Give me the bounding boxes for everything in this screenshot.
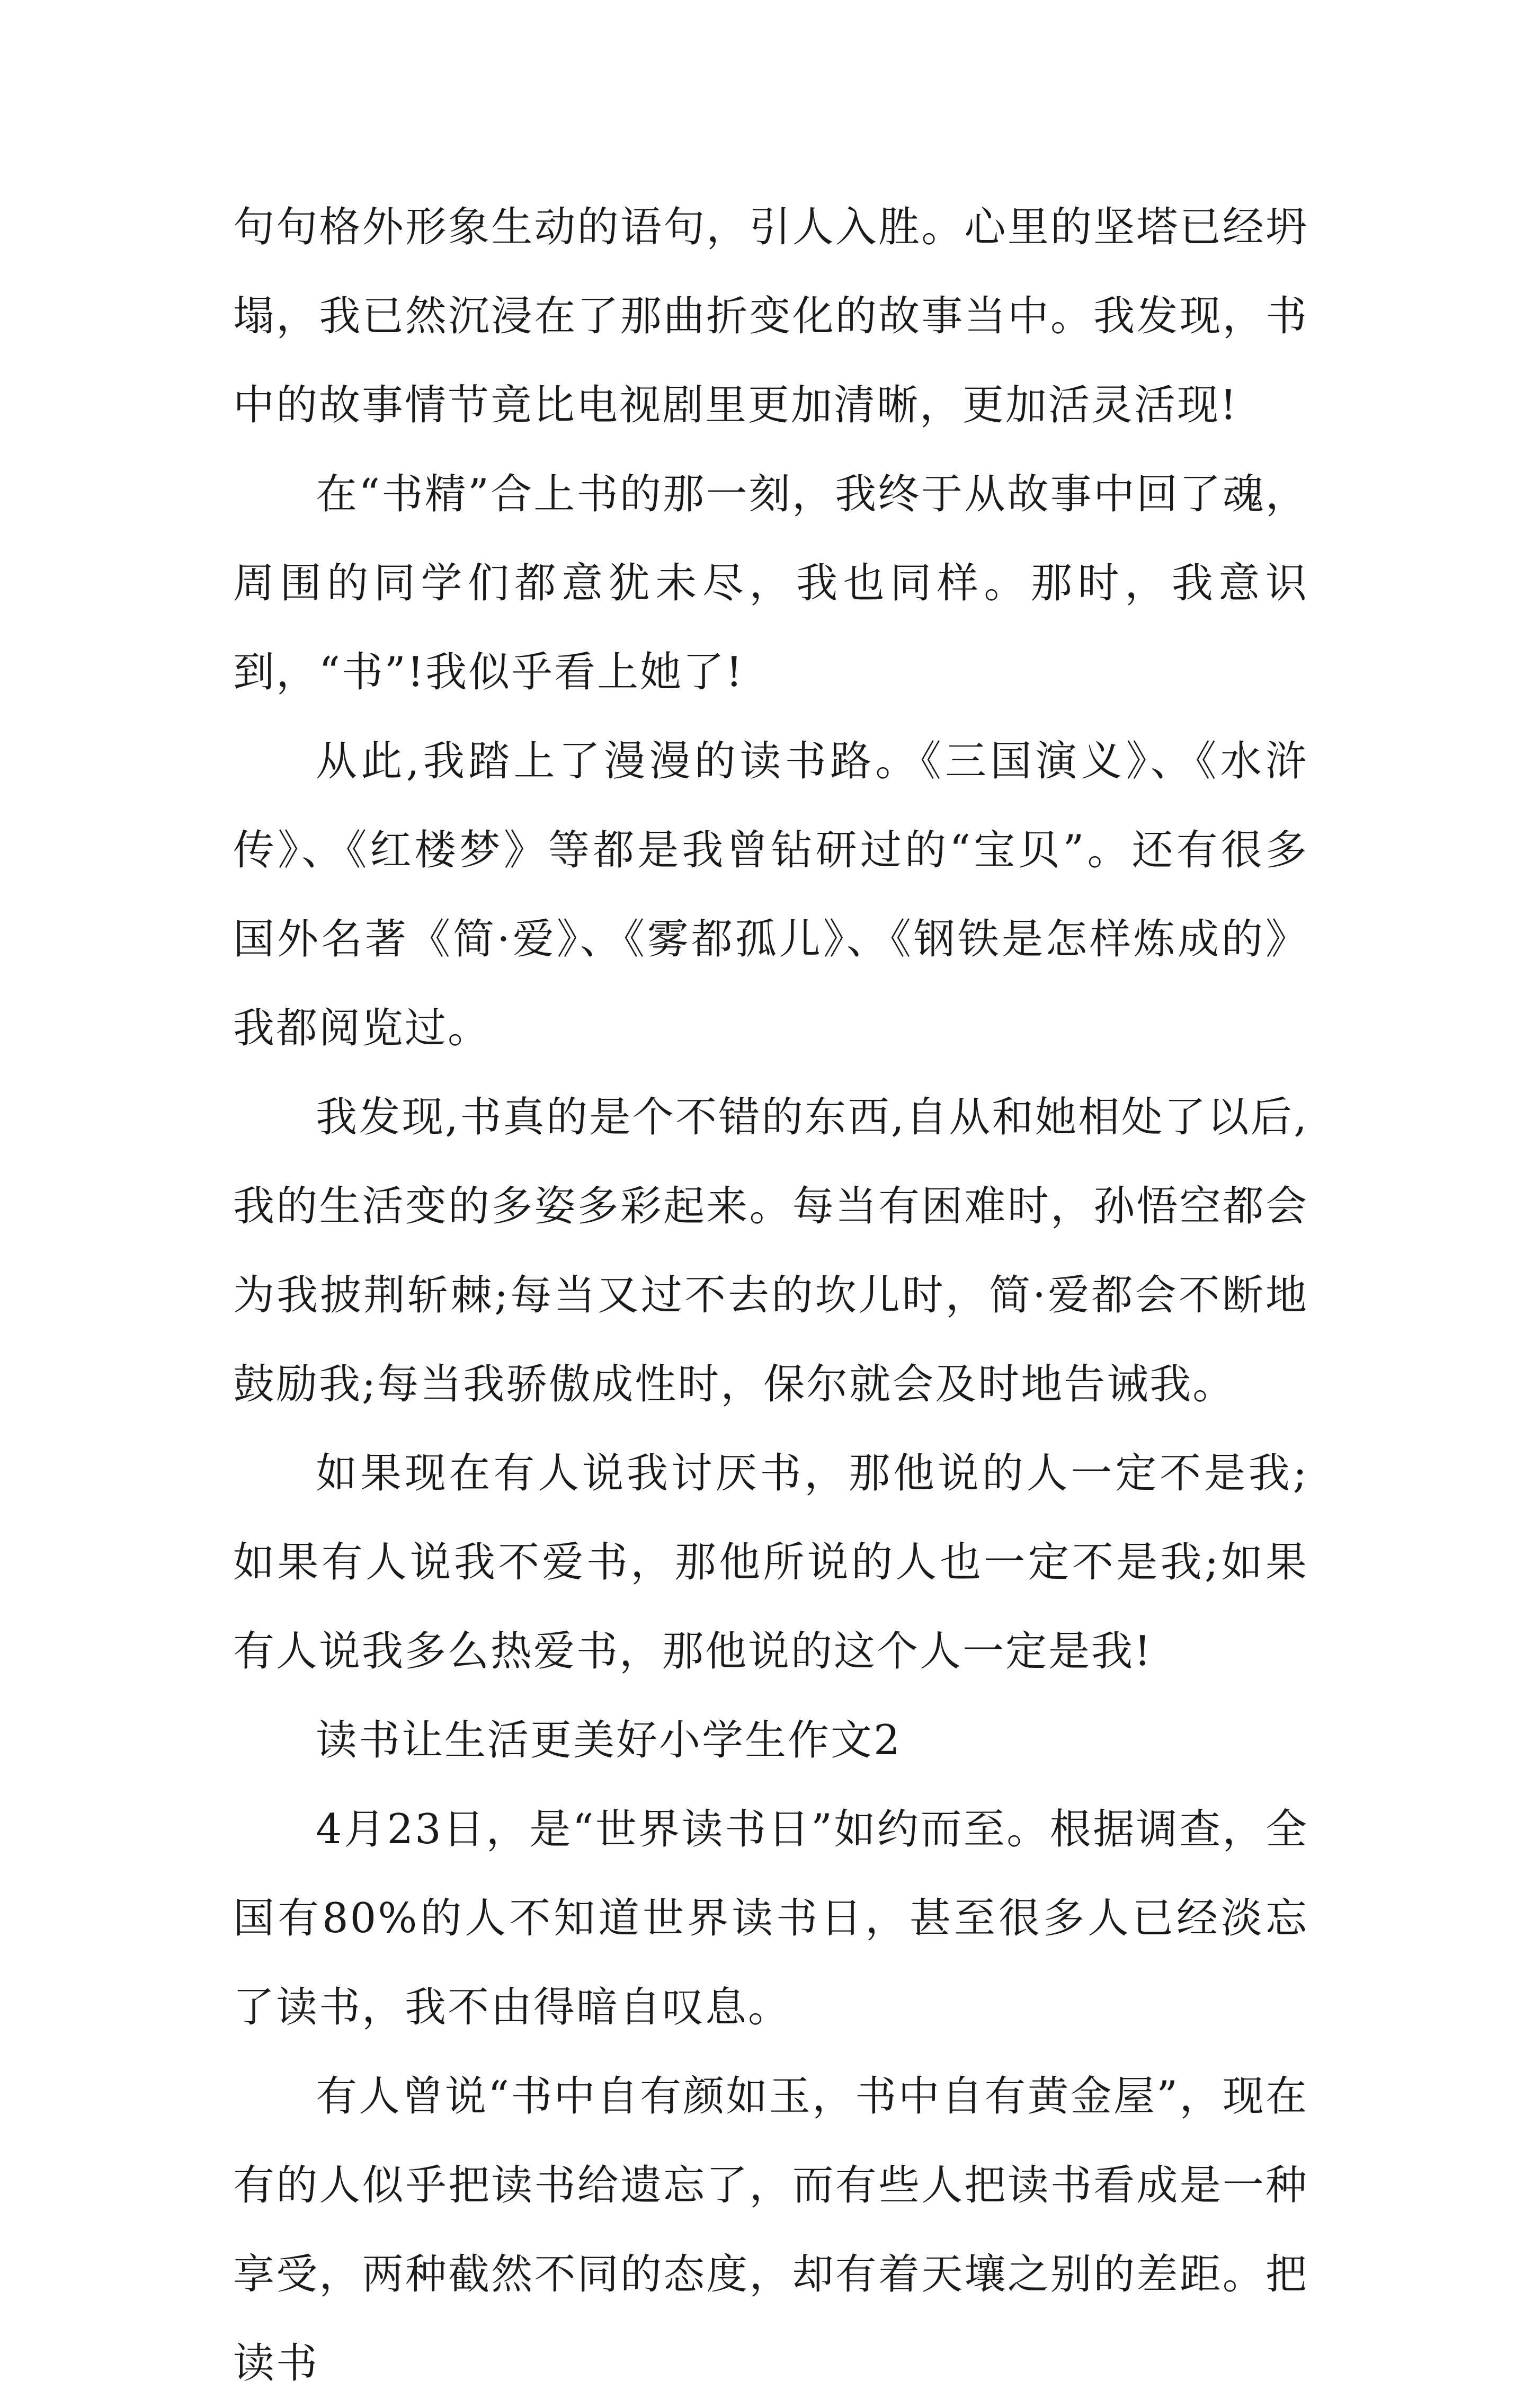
paragraph-continued: 句句格外形象生动的语句，引人入胜。心里的坚塔已经坍塌，我已然沉浸在了那曲折变化的故事当中。我发现，书中的故事情节竟比电视剧里更加清晰，更加活灵活现! [233,203,1308,429]
paragraph: 如果现在有人说我讨厌书，那他说的人一定不是我;如果有人说我不爱书，那他所说的人也一定不是我;如果有人说我多么热爱书，那他说的这个人一定是我! [233,1450,1308,1675]
document-body [233,183,1308,2408]
paragraph: 从此,我踏上了漫漫的读书路。《三国演义》、《水浒传》、《红楼梦》等都是我曾钻研过的“宝贝”。还有很多国外名著《简·爱》、《雾都孤儿》、《钢铁是怎样炼成的》我都阅览过。 [233,737,1308,1052]
paragraph: 有人曾说“书中自有颜如玉，书中自有黄金屋”，现在有的人似乎把读书给遗忘了，而有些人把读书看成是一种享受，两种截然不同的态度，却有着天壤之别的差距。把读书 [233,2073,1308,2387]
section-heading: 读书让生活更美好小学生作文2 [316,1717,902,1764]
paragraph: 在“书精”合上书的那一刻，我终于从故事中回了魂，周围的同学们都意犹未尽，我也同样。那时，我意识到，“书”!我似乎看上她了! [233,470,1308,696]
paragraph: 4月23日，是“世界读书日”如约而至。根据调查，全国有80%的人不知道世界读书日，甚至很多人已经淡忘了读书，我不由得暗自叹息。 [233,1806,1308,2031]
paragraph: 我发现,书真的是个不错的东西,自从和她相处了以后,我的生活变的多姿多彩起来。每当有困难时，孙悟空都会为我披荆斩棘;每当又过不去的坎儿时，简·爱都会不断地鼓励我;每当我骄傲成性时，保尔就会及时地告诫我。 [233,1094,1308,1408]
